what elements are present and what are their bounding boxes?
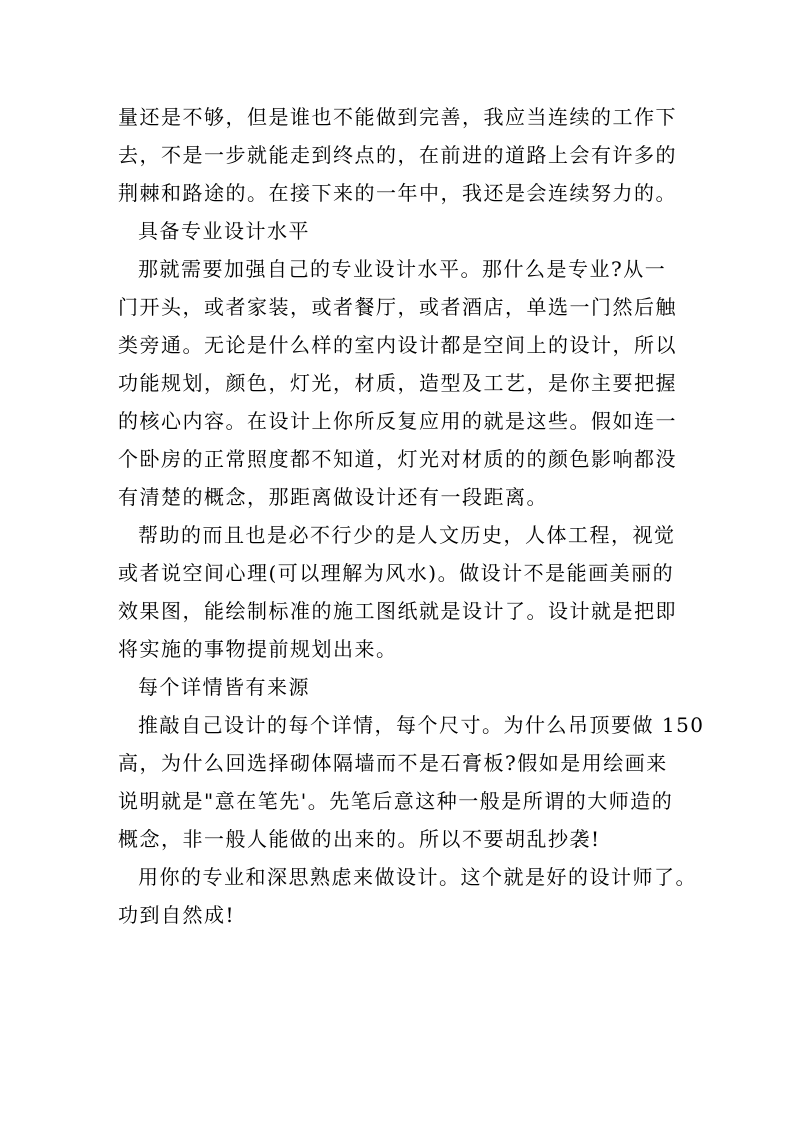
paragraph-first-line: 那就需要加强自己的专业设计水平。那什么是专业?从一 (138, 257, 667, 281)
body-line: 说明就是"意在笔先'。先笔后意这种一般是所谓的大师造的 (118, 789, 674, 813)
section-heading-detail-origin: 每个详情皆有来源 (138, 675, 310, 699)
body-line: 量还是不够，但是谁也不能做到完善，我应当连续的工作下 (118, 105, 677, 129)
body-line: 荆棘和路途的。在接下来的一年中，我还是会连续努力的。 (118, 181, 677, 205)
body-line: 的核心内容。在设计上你所反复应用的就是这些。假如连一 (118, 409, 677, 433)
body-line: 或者说空间心理(可以理解为风水)。做设计不是能画美丽的 (118, 561, 675, 585)
section-heading-design-skill: 具备专业设计水平 (138, 219, 310, 243)
body-line: 将实施的事物提前规划出来。 (118, 637, 398, 661)
body-line: 效果图，能绘制标准的施工图纸就是设计了。设计就是把即 (118, 599, 677, 623)
body-line: 去，不是一步就能走到终点的，在前进的道路上会有许多的 (118, 143, 677, 167)
body-line: 类旁通。无论是什么样的室内设计都是空间上的设计，所以 (118, 333, 677, 357)
paragraph-first-line: 用你的专业和深思熟虑来做设计。这个就是好的设计师了。 (138, 865, 697, 889)
body-line: 高，为什么回选择砌体隔墙而不是石膏板?假如是用绘画来 (118, 751, 668, 775)
paragraph-first-line: 帮助的而且也是必不行少的是人文历史，人体工程，视觉 (138, 523, 676, 547)
body-line: 功能规划，颜色，灯光，材质，造型及工艺，是你主要把握 (118, 371, 677, 395)
body-line: 有清楚的概念，那距离做设计还有一段距离。 (118, 485, 548, 509)
body-line: 门开头，或者家装，或者餐厅，或者酒店，单选一门然后触 (118, 295, 677, 319)
body-line: 功到自然成! (118, 903, 236, 927)
body-line: 概念，非一般人能做的出来的。所以不要胡乱抄袭! (118, 827, 601, 851)
body-line: 个卧房的正常照度都不知道，灯光对材质的的颜色影响都没 (118, 447, 677, 471)
document-body (118, 98, 705, 934)
paragraph-first-line: 推敲自己设计的每个详情，每个尺寸。为什么吊顶要做 150 (138, 713, 705, 737)
